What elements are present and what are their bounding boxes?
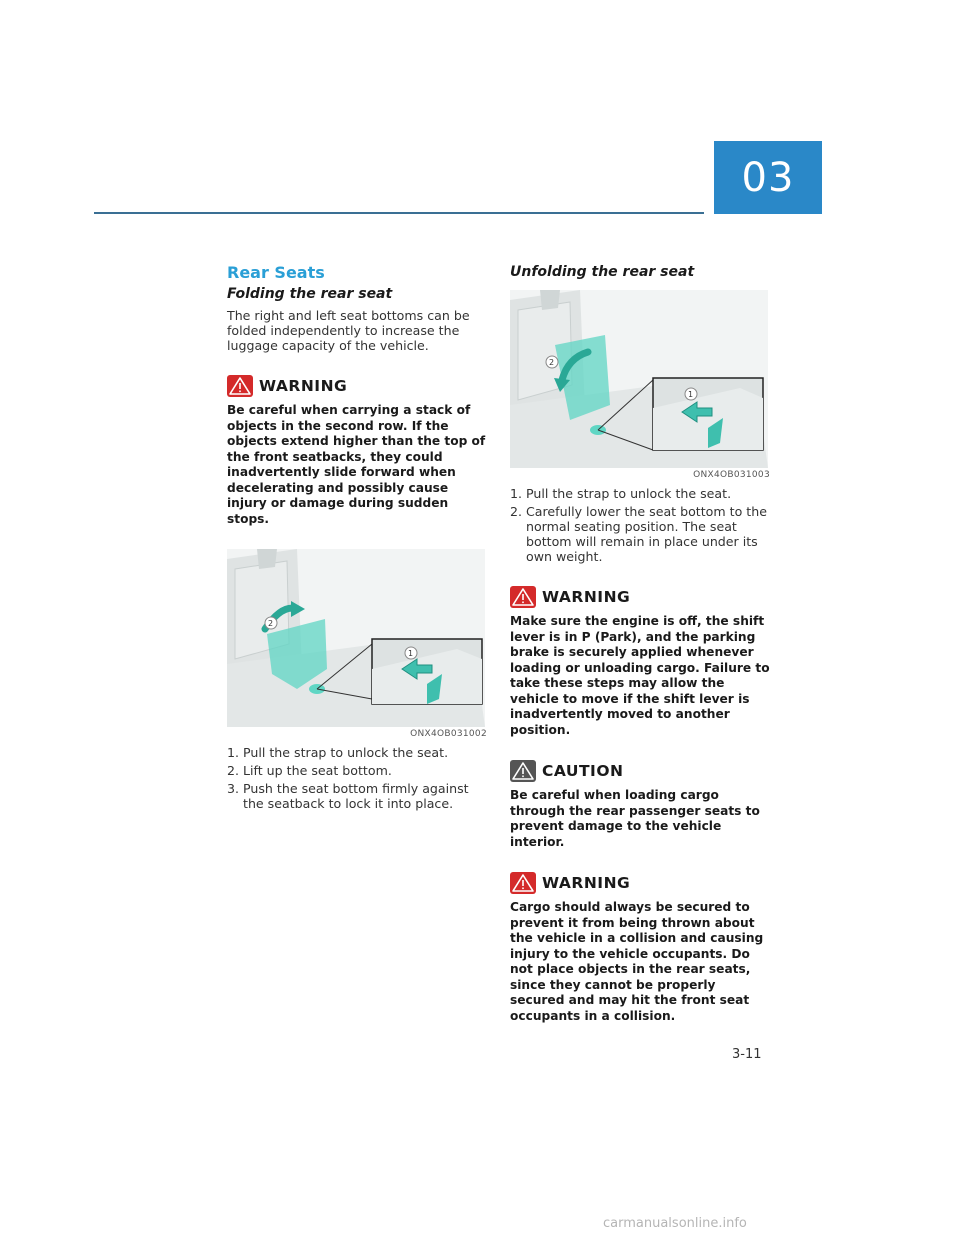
callout-1: 1 [688, 390, 694, 399]
callout-2: 2 [549, 358, 555, 367]
warning-title: WARNING [542, 874, 631, 892]
left-column [227, 262, 487, 814]
figure-code: ONX4OB031002 [410, 729, 487, 739]
caution-title: CAUTION [542, 762, 624, 780]
warning-text: Be careful when carrying a stack of objects in the second row. If the objects extend higher than the top of the front seatbacks, they could inadvertently slide forward when decelerating and possibly cause injury or damage during sudden stops. [227, 403, 486, 526]
step-item: 1. Pull the strap to unlock the seat. [227, 745, 449, 760]
section-title: Rear Seats [227, 263, 325, 282]
folding-subtitle: Folding the rear seat [227, 286, 393, 302]
step-item: 2. Lift up the seat bottom. [227, 763, 392, 778]
unfolding-figure [510, 290, 768, 468]
warning-title: WARNING [542, 588, 631, 606]
seat-fold-illustration [227, 549, 485, 727]
page-number: 3-11 [732, 1047, 762, 1062]
folding-figure [227, 549, 485, 727]
warning-icon [227, 375, 253, 397]
caution-icon [510, 760, 536, 782]
warning-header [510, 586, 770, 608]
warning-icon [510, 872, 536, 894]
caution-text: Be careful when loading cargo through the rear passenger seats to prevent damage to the vehicle interior. [510, 788, 760, 849]
unfolding-steps [510, 486, 770, 564]
callout-2: 2 [268, 619, 274, 628]
step-item: 3. Push the seat bottom firmly against the seatback to lock it into place. [227, 781, 469, 811]
warning-title: WARNING [259, 377, 348, 395]
right-column [510, 262, 770, 1024]
warning-header [227, 375, 487, 397]
folding-steps [227, 745, 487, 811]
watermark: carmanualsonline.info [603, 1216, 747, 1231]
step-item: 1. Pull the strap to unlock the seat. [510, 486, 732, 501]
seat-unfold-illustration [510, 290, 768, 468]
figure-code: ONX4OB031003 [693, 470, 770, 480]
step-item: 2. Carefully lower the seat bottom to the normal seating position. The seat bottom will remain in place under its own weight. [510, 504, 767, 564]
warning-text: Make sure the engine is off, the shift lever is in P (Park), and the parking brake is securely applied whenever loading or unloading cargo. Failure to take these steps may allow the vehicle to move if the shift lever is inadvertently moved to another position. [510, 614, 770, 737]
chapter-tab: 03 [714, 141, 822, 214]
unfolding-subtitle: Unfolding the rear seat [510, 264, 695, 280]
warning-text: Cargo should always be secured to prevent it from being thrown about the vehicle in a collision and causing injury to the vehicle occupants. Do not place objects in the rear seats, since they cannot be properly secured and may hit the front seat occupants in a collision. [510, 900, 764, 1023]
caution-header [510, 760, 770, 782]
warning-icon [510, 586, 536, 608]
callout-1: 1 [408, 649, 414, 658]
folding-intro: The right and left seat bottoms can be folded independently to increase the luggage capacity of the vehicle. [227, 308, 470, 353]
header-rule [94, 212, 704, 214]
warning-header [510, 872, 770, 894]
